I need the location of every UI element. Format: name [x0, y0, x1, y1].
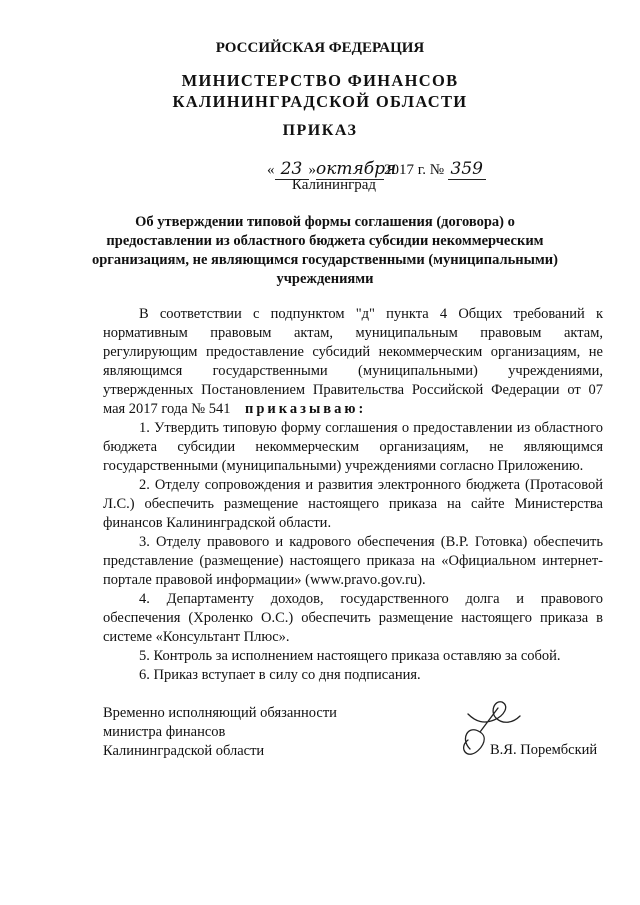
list-item: 1. Утвердить типовую форму соглашения о предоставлении из областного бюджета субсидии некоммерческим организациям, не являющимся государственными (муниципальными) учреждениями согласно Приложению.: [103, 420, 603, 474]
order-city: Калининград: [291, 177, 377, 193]
signatory-name: В.Я. Порембский: [490, 742, 598, 758]
quote-open: «: [267, 162, 275, 178]
quote-close: »: [308, 162, 316, 178]
signatory-line-3: Калининградской области: [103, 743, 265, 759]
intro-paragraph: [103, 305, 603, 419]
order-number: 359: [448, 159, 486, 180]
order-month: октября: [316, 159, 397, 179]
signatory-block: [103, 704, 337, 761]
ministry-heading: [0, 70, 640, 112]
order-year: 2017 г. №: [384, 162, 445, 178]
intro-text: В соответствии с подпунктом "д" пункта 4 Общих требований к нормативным правовым актам, муниципальным правовым актам, регулирующим предоставление субсидий некоммерческим организациям, не являющимся государственными (муниципальными) учреждениями, утвержденных Постановлением Правительства Российской Федерации от 07 мая 2017 года № 541: [103, 306, 603, 417]
signatory-line-1: Временно исполняющий обязанности: [103, 705, 337, 721]
signatory-line-2: министра финансов: [103, 724, 226, 740]
list-item: 6. Приказ вступает в силу со дня подписания.: [139, 667, 421, 683]
list-item: 4. Департаменту доходов, государственного долга и правового обеспечения (Хроленко О.С.) обеспечить размещение настоящего приказа в системе «Консультант Плюс».: [103, 591, 603, 645]
ministry-line-2: КАЛИНИНГРАДСКОЙ ОБЛАСТИ: [172, 92, 468, 111]
list-item: 5. Контроль за исполнением настоящего приказа оставляю за собой.: [139, 648, 561, 664]
ministry-line-1: МИНИСТЕРСТВО ФИНАНСОВ: [181, 71, 459, 90]
order-day: 23: [275, 159, 309, 180]
order-title: Об утверждении типовой формы соглашения (договора) о предоставлении из областного бюджета субсидии некоммерческим организациям, не являющимся государственными (муниципальными) учреждениями: [91, 214, 558, 287]
order-body: [103, 305, 603, 685]
order-word: приказываю:: [245, 401, 367, 417]
list-item: 3. Отделу правового и кадрового обеспечения (В.Р. Готовка) обеспечить представление (размещение) настоящего приказа на «Официальном интернет-портале правовой информации» (www.pravo.gov.ru).: [103, 534, 603, 588]
document-type: ПРИКАЗ: [282, 122, 358, 139]
list-item: 2. Отделу сопровождения и развития электронного бюджета (Протасовой Л.С.) обеспечить размещение настоящего приказа на сайте Министерства финансов Калининградской области.: [103, 477, 603, 531]
country-heading: РОССИЙСКАЯ ФЕДЕРАЦИЯ: [215, 40, 425, 56]
